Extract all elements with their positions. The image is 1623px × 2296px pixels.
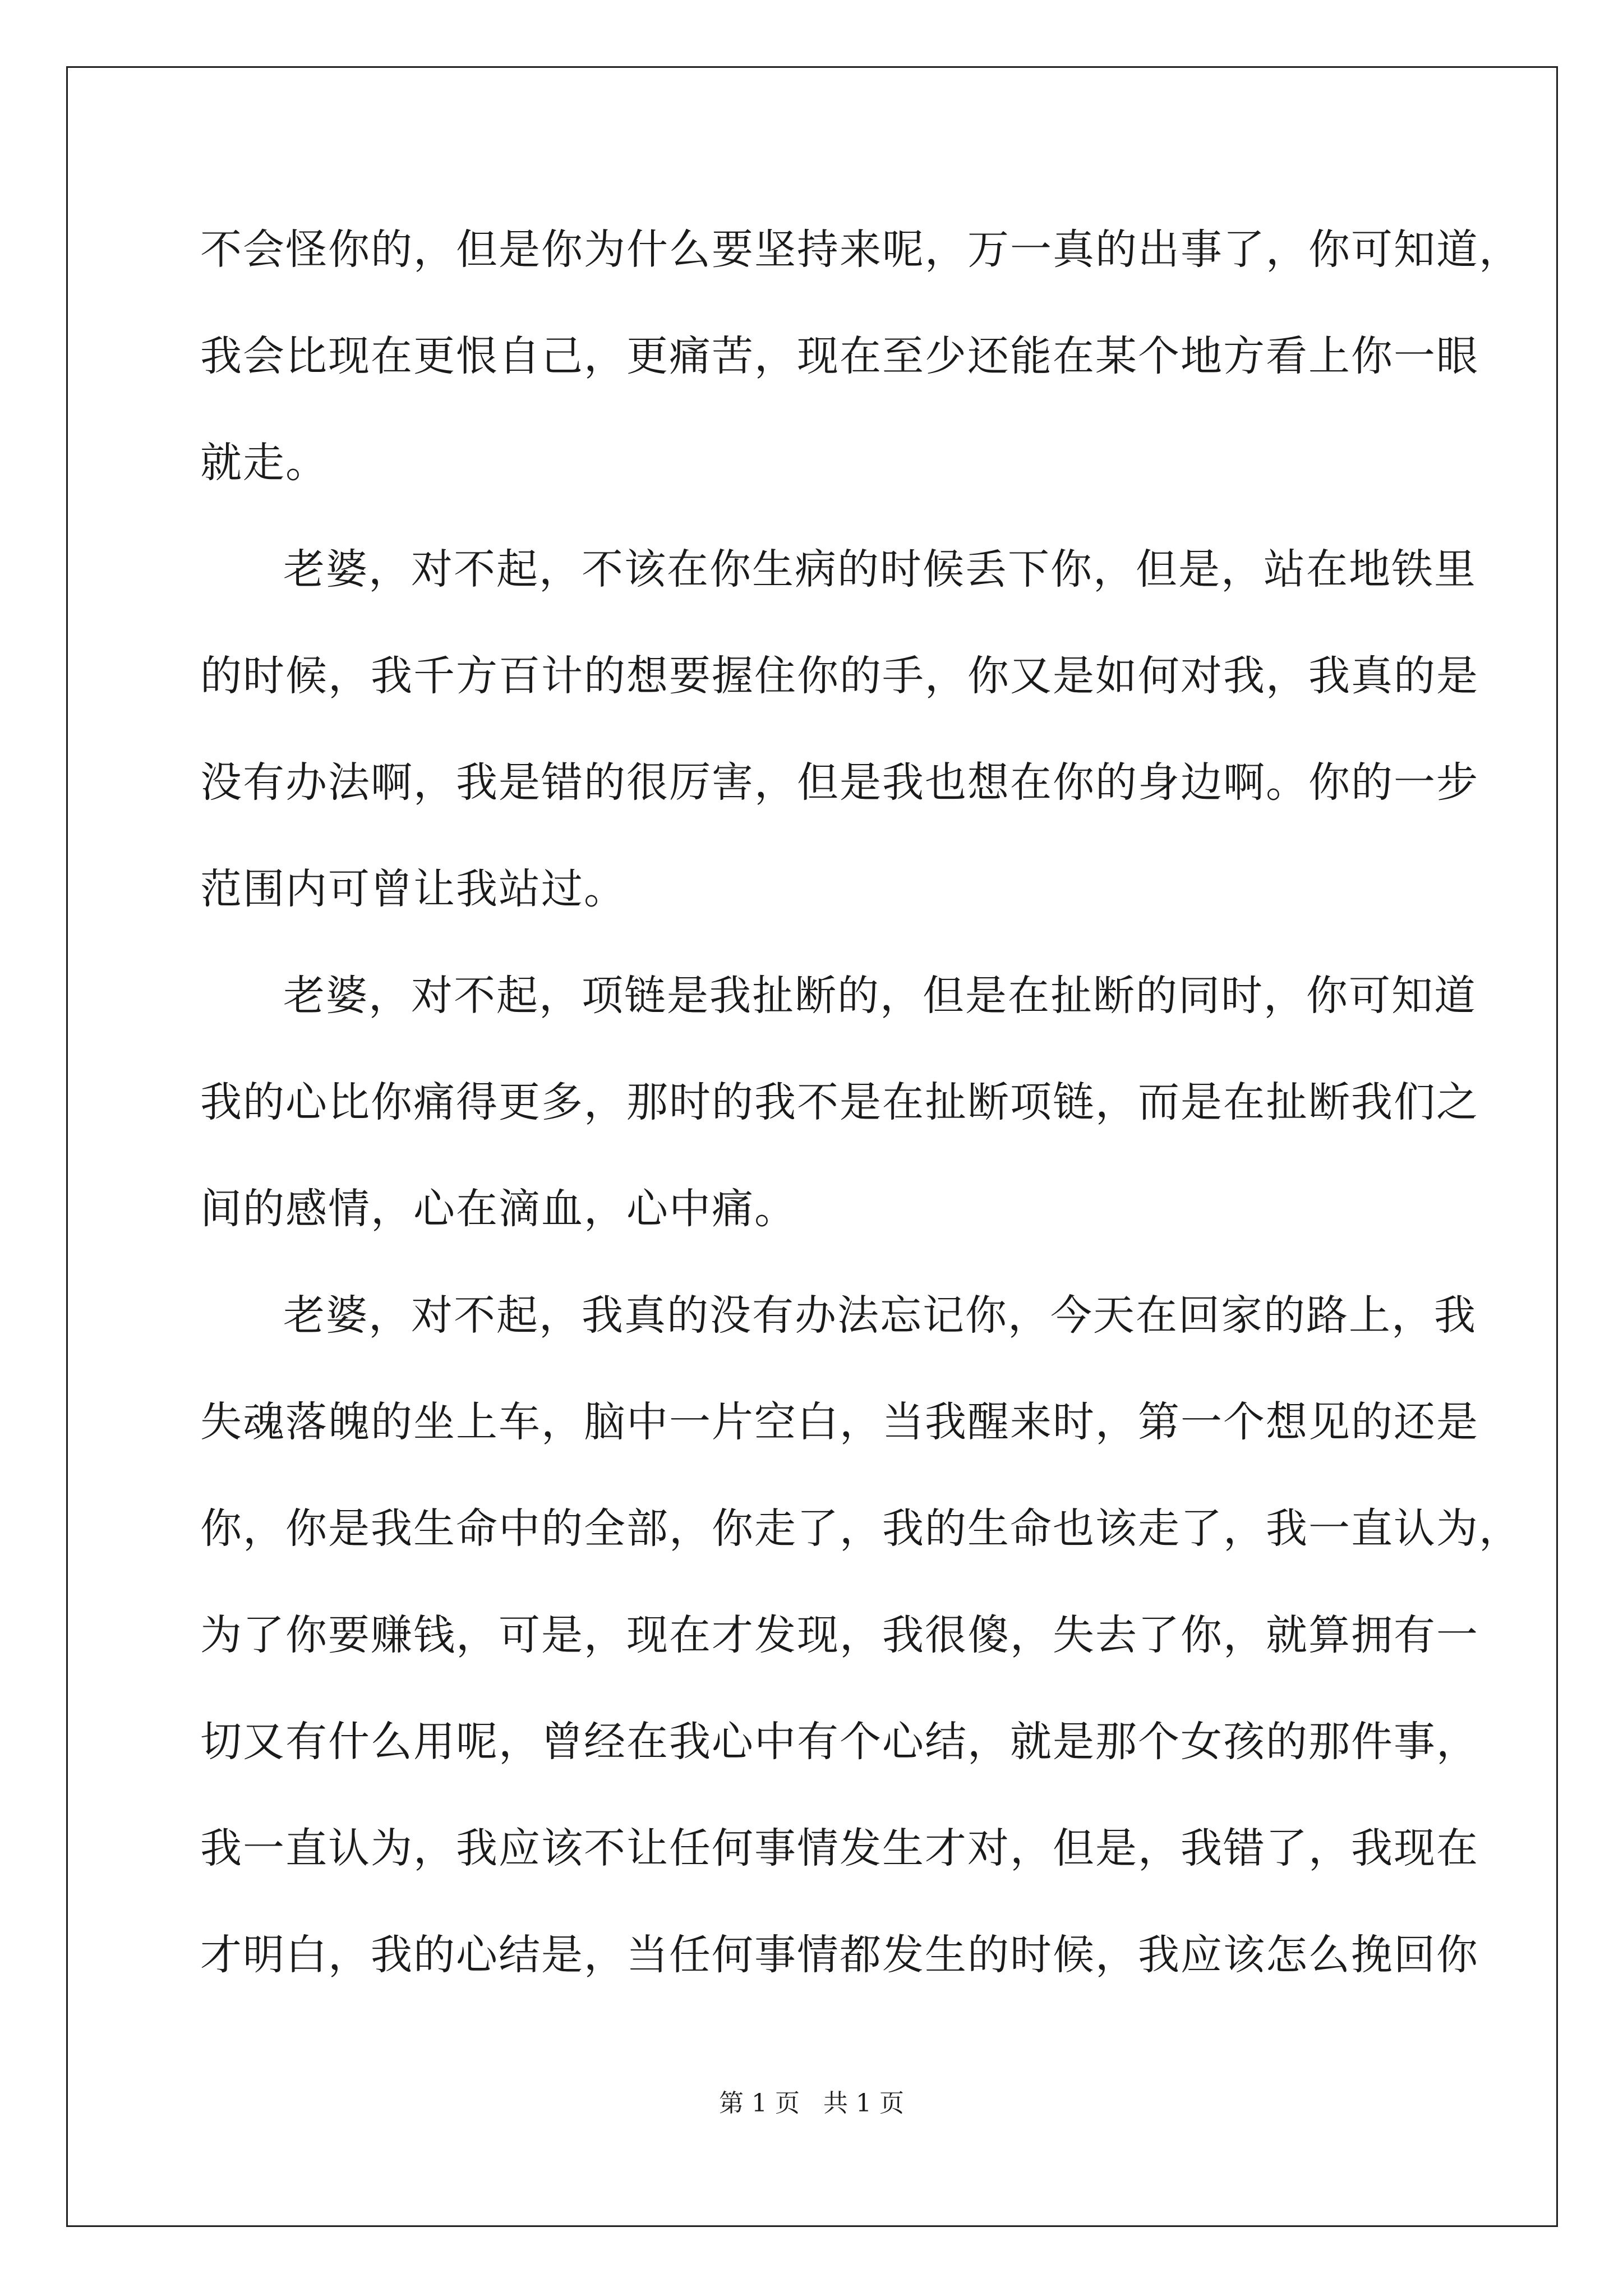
text-line: 老婆，对不起，项链是我扯断的，但是在扯断的同时，你可知道 — [283, 972, 1477, 1020]
text-line: 的时候，我千方百计的想要握住你的手，你又是如何对我，我真的是 — [200, 652, 1479, 700]
page-footer: 第 1 页 共 1 页 — [719, 2089, 904, 2118]
text-line: 你，你是我生命中的全部，你走了，我的生命也该走了，我一直认为， — [200, 1504, 1521, 1553]
text-line: 我会比现在更恨自己，更痛苦，现在至少还能在某个地方看上你一眼 — [200, 332, 1479, 380]
text-line: 我一直认为，我应该不让任何事情发生才对，但是，我错了，我现在 — [200, 1824, 1479, 1872]
text-line: 才明白，我的心结是，当任何事情都发生的时候，我应该怎么挽回你 — [200, 1931, 1479, 1979]
text-line: 为了你要赚钱，可是，现在才发现，我很傻，失去了你，就算拥有一 — [200, 1611, 1479, 1659]
text-line: 老婆，对不起，不该在你生病的时候丢下你，但是，站在地铁里 — [283, 545, 1477, 593]
text-line: 范围内可曾让我站过。 — [200, 865, 626, 913]
text-line: 切又有什么用呢，曾经在我心中有个心结，就是那个女孩的那件事， — [200, 1718, 1479, 1766]
text-line: 老婆，对不起，我真的没有办法忘记你，今天在回家的路上，我 — [283, 1291, 1477, 1340]
text-line: 不会怪你的，但是你为什么要坚持来呢，万一真的出事了，你可知道， — [200, 226, 1521, 274]
text-line: 就走。 — [200, 439, 328, 487]
text-line: 间的感情，心在滴血，心中痛。 — [200, 1185, 797, 1233]
text-line: 我的心比你痛得更多，那时的我不是在扯断项链，而是在扯断我们之 — [200, 1078, 1479, 1126]
text-line: 没有办法啊，我是错的很厉害，但是我也想在你的身边啊。你的一步 — [200, 758, 1479, 807]
text-line: 失魂落魄的坐上车，脑中一片空白，当我醒来时，第一个想见的还是 — [200, 1398, 1479, 1446]
document-body — [200, 222, 1521, 2033]
